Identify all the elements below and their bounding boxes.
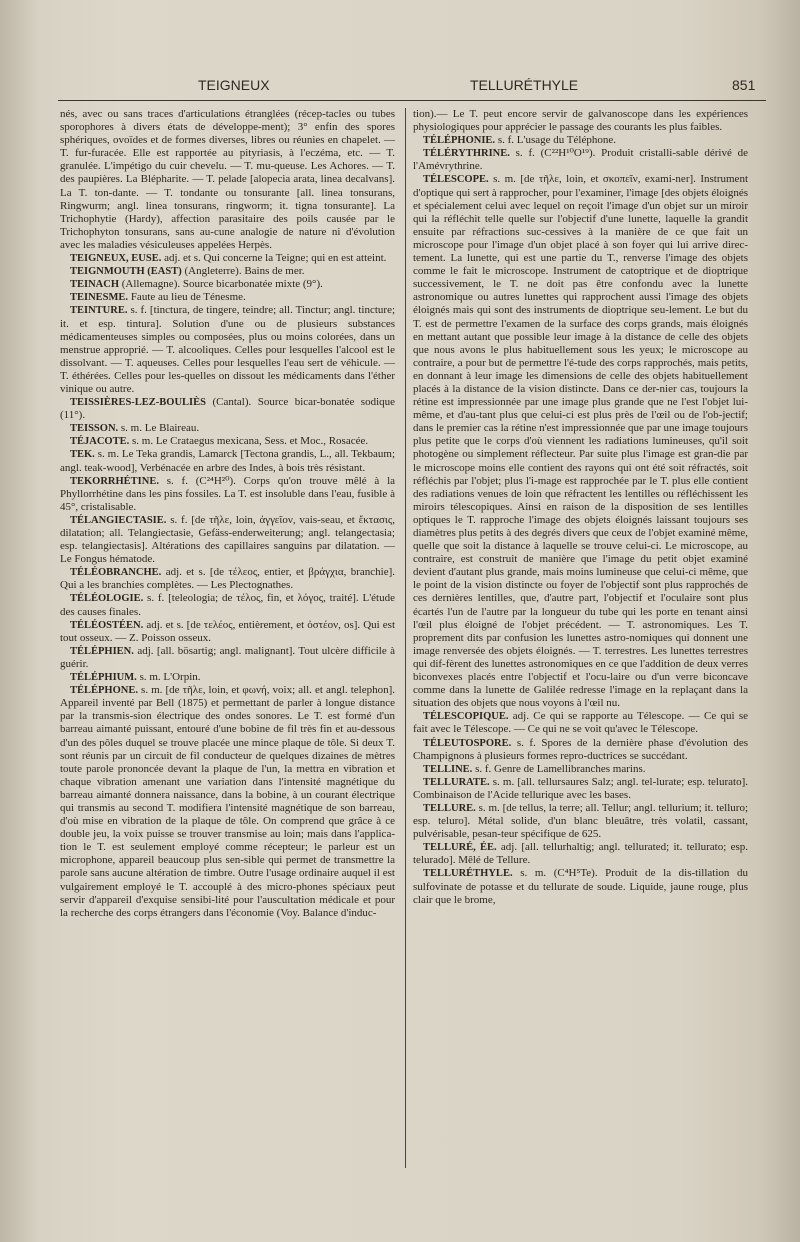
- entry-headword: TEINACH: [70, 279, 120, 291]
- entry-headword: TELLURE.: [423, 802, 476, 814]
- entry-headword: TÉLÉPHONIE.: [423, 135, 496, 147]
- right-column: [413, 108, 748, 907]
- dictionary-entry: [413, 737, 748, 763]
- dictionary-entry: [413, 776, 748, 802]
- dictionary-entry: [413, 710, 748, 736]
- entry-headword: TÉLÉPHIEN.: [70, 645, 134, 657]
- dictionary-entry: [413, 802, 748, 841]
- header-rule: [58, 100, 766, 101]
- column-divider: [405, 108, 406, 1168]
- entry-definition: s. f. [tinctura, de tingere, teindre; all. Tinctur; angl. tincture; it. et esp. tintura]. Solution d'une ou de plusieurs substances médicamenteuses simples ou composées, plus ou moins colorées, dans un menstrue approprié. — T. alcooliques. Celles pour lesquelles l'alcool est le dissolvant. — T. aqueuses. Celles pour lesquelles l'eau sert de véhicule. — T. éthérées. Celles pour les-quelles on dissout les médicaments dans l'éther vinique ou autre.: [60, 304, 396, 395]
- entry-definition: s. m. [de τῆλε, loin, et φωνή, voix; all. et angl. telephon]. Appareil inventé par Bell (1875) et permettant de parler à longue distance par la transmis-sion électrique des ondes sonores. Le T. est formé d'un barreau aimanté puissant, entouré d'une bobine de fil très fin et au-dessous d'un des pôles duquel se trouve placée une mince plaque de tôle. Si deux T. sont réunis par un circuit de fil conducteur de quelques dizaines de mètres toute parole prononcée devant la plaque de l'un, la mettra en vibration et chaque vibration amenant une variation dans l'intensité magnétique du barreau aimanté donnera naissance, dans la bobine, à un courant électrique qui transmis au second T. modifiera l'intensité magnétique de son barreau, d'où mise en vibration de la plaque de tôle. On comprend que grâce à ce double jeu, la voix puisse se trouver transmise au loin; mais dans l'applica-tion le T. est seulement employé comme récepteur; le parleur est un microphone, appareil beaucoup plus sen-sible qui permet de transmettre la parole sans aucune altération de timbre. Outre l'usage ordinaire auquel il est vulgairement employé le T. accouplé à des micro-phones spéciaux peut servir d'appareil d'exquise sensibi-lité pour l'auscultation médicale et pour la recherche des corps étrangers dans l'économie (Voy. Balance d'induc-: [60, 684, 396, 919]
- header-left-word: TEIGNEUX: [198, 77, 270, 93]
- dictionary-entry: [60, 304, 395, 396]
- running-header: [0, 77, 800, 101]
- entry-definition: s. f. [de τῆλε, loin, ἀγγεῖον, vais-seau, et ἔκτασις, dilatation; all. Telangiectasie, Gefäss-enderweiterung; angl. telangectasia; esp. telangiectasis]. Altérations des capillaires sanguins par dilatation. — Le Fongus hématode.: [60, 513, 395, 566]
- entry-definition: tion).— Le T. peut encore servir de galvanoscope dans les expériences physiologiques pour apprécier le passage des courants les plus faibles.: [413, 108, 748, 134]
- dictionary-entry: [60, 514, 395, 566]
- entry-headword: TÉLÉOLOGIE.: [70, 593, 144, 605]
- entry-definition: adj. [all. tellurhaltig; angl. tellurated; it. tellurato; esp. telurado]. Mêlé de Tellure.: [413, 841, 748, 867]
- entry-headword: TÉLANGIECTASIE.: [70, 514, 167, 526]
- entry-definition: s. f. Spores de la dernière phase d'évolution des Champignons à plusieurs formes repro-ductrices se succédant.: [413, 736, 748, 762]
- entry-headword: TÉLÉOBRANCHE.: [70, 567, 162, 579]
- entry-headword: TÉJACOTE.: [70, 436, 130, 448]
- dictionary-entry: [60, 645, 395, 671]
- entry-headword: TEINTURE.: [70, 305, 128, 317]
- entry-definition: adj. Ce qui se rapporte au Télescope. — Ce qui se fait avec le Télescope. — Ce qui ne se voit qu'avec le Télescope.: [413, 710, 749, 736]
- left-column: [60, 108, 395, 920]
- dictionary-entry: [60, 422, 395, 435]
- entry-headword: TEISSIÈRES-LEZ-BOULIÈS: [70, 397, 206, 409]
- entry-definition: (Allemagne). Source bicarbonatée mixte (9°).: [121, 278, 323, 291]
- dictionary-entry: [60, 475, 395, 514]
- entry-definition: s. f. Genre de Lamellibranches marins.: [475, 762, 646, 775]
- entry-definition: s. m. Le Crataegus mexicana, Sess. et Moc., Rosacée.: [131, 435, 369, 448]
- entry-headword: TÉLEUTOSPORE.: [423, 737, 512, 749]
- entry-definition: s. f. L'usage du Téléphone.: [497, 134, 616, 147]
- dictionary-entry: [60, 566, 395, 592]
- dictionary-entry: [413, 867, 748, 906]
- entry-headword: TEKORRHÉTINE.: [70, 475, 159, 487]
- dictionary-entry: [60, 435, 395, 448]
- entry-headword: TEISSON.: [70, 423, 119, 435]
- entry-definition: s. m. Le Blaireau.: [120, 422, 200, 435]
- dictionary-entry: [413, 134, 748, 147]
- entry-headword: TEIGNEUX, EUSE.: [70, 253, 162, 265]
- entry-headword: TÉLESCOPE.: [423, 174, 489, 186]
- page-number: 851: [732, 77, 756, 93]
- entry-definition: adj. [all. bösartig; angl. malignant]. Tout ulcère difficile à guérir.: [60, 644, 396, 670]
- dictionary-entry: [60, 396, 395, 422]
- entry-headword: TELLURATE.: [423, 776, 490, 788]
- entry-definition: s. m. [de tellus, la terre; all. Tellur; angl. tellurium; it. telluro; esp. teluro]. Métal solide, d'un blanc bleuâtre, très volatil, cassant, pulvérisable, pesan-teur spécifique de 625.: [413, 801, 748, 841]
- dictionary-entry: [60, 592, 395, 618]
- dictionary-entry: [60, 108, 395, 252]
- entry-definition: s. m. (C⁴H⁵Te). Produit de la dis-tillation du sulfovinate de potasse et du tellurate de soude. Liquide, jaune rouge, plus clair que le brome,: [413, 867, 749, 906]
- entry-definition: adj. et s. [de τέλεος, entier, et βράγχια, branchie]. Qui a les branchies complètes. — Les Plectognathes.: [60, 566, 396, 592]
- entry-definition: (Angleterre). Bains de mer.: [184, 265, 305, 278]
- entry-headword: TEINESME.: [70, 292, 129, 304]
- entry-headword: TEK.: [70, 449, 95, 461]
- entry-definition: s. m. [all. tellursaures Salz; angl. tel-lurate; esp. telurato]. Combinaison de l'Acide tellurique avec les bases.: [413, 775, 749, 801]
- entry-definition: s. m. L'Orpin.: [139, 671, 201, 684]
- entry-definition: s. f. (C²⁴H²⁰). Corps qu'on trouve mêlé à la Phyllorrhétine dans les pins fossiles. La T. est insoluble dans l'eau, fusible à 45°, cristalisable.: [60, 474, 396, 513]
- entry-definition: adj. et s. [de τελέος, entièrement, et ὀστέον, os]. Qui est tout osseux. — Z. Poisson osseux.: [60, 618, 396, 644]
- dictionary-entry: [60, 619, 395, 645]
- entry-headword: TÉLÉRYTHRINE.: [423, 148, 510, 160]
- dictionary-entry: [413, 108, 748, 134]
- dictionary-entry: [60, 252, 395, 265]
- entry-headword: TEIGNMOUTH (EAST): [70, 266, 182, 278]
- dictionary-entry: [60, 265, 395, 278]
- dictionary-entry: [60, 448, 395, 474]
- entry-headword: TÉLÉPHIUM.: [70, 672, 137, 684]
- entry-definition: s. m. [de τῆλε, loin, et σκοπεῖν, exami-ner]. Instrument d'optique qui sert à rapprocher, pour l'examiner, l'image [des objets éloignés et spécialement celui avec lequel on reçoit l'image d'un objet sur un miroir qui la réfléchit telle quelle sur l'objectif d'une lunette, laquelle la grandit ensuite par réfractions suc-cessives à la manière de ce que fait un microscope pour l'image d'un objet placé à son foyer qui lui arrive direc-tement. La lunette, qui est une partie du T., renverse l'image des objets comme le fait le microscope. Instrument de catoptrique et de dioptrique successivement, le T. ne doit pas être confondu avec la lunette astronomique ou autres lunettes qui rapprochent aussi l'image des objets éloignés mais qui sont des instruments de dioptrique seu-lement. Le but du T. est de permettre l'examen de la surface des corps grands, mais éloignés en mettant autant que possible leur image à la distance de celle des objets que nous avons le plus habituellement sous les yeux; le microscope au contraire, a pour but de permettre l'é-tude des corps rapprochés, mais petits, en donnant à leur image les dimensions de celle des objets habituellement placés à la distance de la vision distincte. Dans ce der-nier cas, toujours la rétine est impressionnée par une image plus grande que ne l'est l'objet lui-même, et d'au-tant plus que celui-ci est plus près de l'œil ou de l'ob-jectif; dans le premier cas la rétine n'est impressionnée que par une image toujours plus petite que le corps d'où viennent les radiations lumineuses, qu'il soit photogène ou simplement réflecteur. Par suite plus l'image est gran-die par le microscope moins elle contient des rayons qui ont été soit réfractés, soit réfléchis par l'objet; plus l'i-mage est rapprochée par le T. plus elle contient des radiations venues de loin que réfractent les lentilles ou réfléchissent les miroirs télescopiques. Ainsi en raison de la disposition de ses lentilles optiques le T. rapproche l'image des objets éloignés laissant toujours ses diamètres plus petits à des degrés divers que ceux de l'objet examiné même, quelle que soit la distance à laquelle se trouve celui-ci. Le microscope, au contraire, est construit de manière que l'image du petit objet examiné devient d'autant plus grande, mais moins lumineuse que celui-ci même, que le point de la vision distincte ou foyer de l'objectif sont plus rapprochés de ces dernières lentilles, que, d'autre part, l'objectif et l'oculaire sont plus écartés l'un de l'autre par la longueur du tube qui les porte en tenant ainsi l'œil plus éloigné de l'objet précédent. — T. astronomiques. Les T. proprement dits par confusion les lunettes astro-nomiques qui donnent une image renversée des objets éloignés. — T. terrestres. Les lunettes terrestres qui dif-fèrent des lunettes astronomiques en ce que l'addition de deux verres biconvexes placés entre l'objectif et l'ocu-laire ou d'un verre biconcave comme dans la lunette de Galilée redresse l'image en la replaçant dans la situation des objets que nous voyons à l'œil nu.: [413, 173, 748, 710]
- entry-definition: s. f. (C²²H¹⁰O¹⁹). Produit cristalli-sable dérivé de l'Amévrythrine.: [413, 147, 748, 173]
- entry-headword: TELLURÉ, ÉE.: [423, 842, 497, 854]
- dictionary-entry: [60, 278, 395, 291]
- entry-definition: adj. et s. Qui concerne la Teigne; qui en est atteint.: [164, 252, 387, 265]
- dictionary-entry: [60, 291, 395, 304]
- entry-definition: s. f. [teleologia; de τέλος, fin, et λόγος, traité]. L'étude des causes finales.: [60, 592, 395, 618]
- entry-headword: TELLINE.: [423, 763, 473, 775]
- entry-definition: s. m. Le Teka grandis, Lamarck [Tectona grandis, L., all. Tekbaum; angl. teak-wood], Verbénacée en arbre des Indes, à bois très résistant.: [60, 448, 395, 474]
- entry-headword: TELLURÉTHYLE.: [423, 868, 513, 880]
- entry-headword: TÉLÉPHONE.: [70, 685, 138, 697]
- dictionary-entry: [413, 147, 748, 173]
- dictionary-entry: [413, 763, 748, 776]
- entry-definition: nés, avec ou sans traces d'articulations étranglées (récep-tacles ou tubes sporophores à divers états de développe-ment); 3° enfin des spores sphériques, ovoïdes et de formes diverses, libres ou réunies en chapelet. — T. fur-furacée. Elle est rapportée au pityriasis, à l'eczéma, etc. — T. granulée. L'impétigo du cuir chevelu. — T. mu-queuse. Les Achores. — T. des paupières. La Blépharite. — T. pelade [alopecia arata, linea decalvans]. La T. ton-dante. — T. tondante ou tonsurante [all. linea tonsurans, Ringwurm; angl. linea tonsurans, ringworm; it. tigna tonsurante]. La Trichophytie (Hardy), affection parasitaire des poils causée par le Trichophyton tonsurans, sans au-cune analogie de nature ni d'évolution avec les maladies vésiculeuses appelées Herpès.: [60, 108, 395, 251]
- header-center-word: TELLURÉTHYLE: [470, 77, 579, 93]
- dictionary-entry: [413, 173, 748, 710]
- entry-headword: TÉLÉOSTÉEN.: [70, 619, 144, 631]
- dictionary-entry: [60, 671, 395, 684]
- entry-headword: TÉLESCOPIQUE.: [423, 711, 509, 723]
- dictionary-entry: [413, 841, 748, 867]
- dictionary-entry: [60, 684, 395, 920]
- entry-definition: (Cantal). Source bicar-bonatée sodique (11°).: [60, 396, 396, 422]
- entry-definition: Faute au lieu de Ténesme.: [130, 291, 246, 304]
